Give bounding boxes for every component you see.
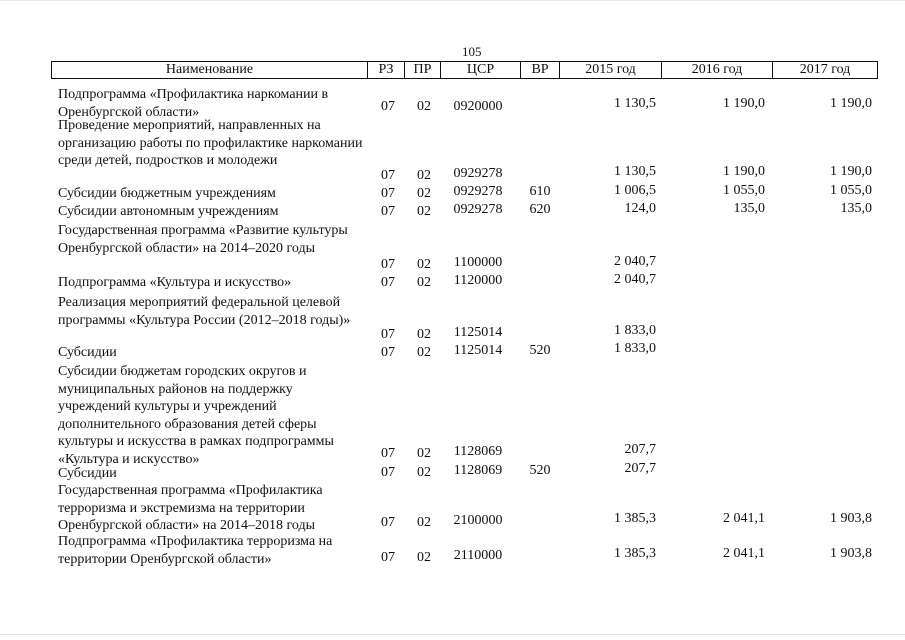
row-2015: 207,7 [624, 442, 656, 457]
header-2017: 2017 год [772, 61, 878, 79]
row-name: Проведение мероприятий, направленных на организацию работы по профилактике наркомании среди детей, подростков и молодежи [58, 118, 363, 168]
row-name: Субсидии бюджетам городских округов и муниципальных районов на поддержку учреждений культуры и учреждений дополнительного образования детей сферы культуры и искусства в рамках подпрограммы «Культура и искусство» [58, 364, 334, 467]
row-rz: 07 [381, 446, 395, 461]
row-2017: 135,0 [840, 201, 872, 216]
row-pr: 02 [417, 446, 431, 461]
row-vr: 620 [529, 202, 551, 217]
row-pr: 02 [417, 515, 431, 530]
row-name: Субсидии автономным учреждениям [58, 204, 279, 219]
page-number: 105 [462, 44, 482, 59]
row-2015: 1 006,5 [614, 183, 656, 198]
row-vr: 520 [529, 463, 551, 478]
row-pr: 02 [417, 465, 431, 480]
row-pr: 02 [417, 204, 431, 219]
row-2017: 1 190,0 [830, 96, 872, 111]
row-2015: 1 385,3 [614, 546, 656, 561]
row-name: Субсидии [58, 466, 117, 481]
header-2015: 2015 год [559, 61, 662, 79]
row-2015: 124,0 [624, 201, 656, 216]
row-csr: 1125014 [453, 325, 503, 340]
row-rz: 07 [381, 275, 395, 290]
row-rz: 07 [381, 186, 395, 201]
row-2015: 207,7 [624, 461, 656, 476]
row-pr: 02 [417, 257, 431, 272]
row-rz: 07 [381, 327, 395, 342]
row-2016: 135,0 [733, 201, 765, 216]
row-csr: 1100000 [453, 255, 503, 270]
row-rz: 07 [381, 345, 395, 360]
row-2015: 1 833,0 [614, 341, 656, 356]
row-name: Субсидии бюджетным учреждениям [58, 186, 276, 201]
row-pr: 02 [417, 550, 431, 565]
header-vr: ВР [520, 61, 560, 79]
row-name: Подпрограмма «Культура и искусство» [58, 275, 292, 290]
row-csr: 0929278 [453, 202, 503, 217]
row-csr: 1128069 [453, 463, 503, 478]
row-2016: 2 041,1 [723, 546, 765, 561]
row-rz: 07 [381, 257, 395, 272]
row-rz: 07 [381, 99, 395, 114]
header-pr: ПР [404, 61, 441, 79]
row-csr: 0929278 [453, 166, 503, 181]
row-rz: 07 [381, 204, 395, 219]
row-name: Реализация мероприятий федеральной целевой программы «Культура России (2012–2018 годы)» [58, 295, 351, 328]
row-csr: 1125014 [453, 343, 503, 358]
header-rz: РЗ [367, 61, 405, 79]
row-pr: 02 [417, 275, 431, 290]
row-rz: 07 [381, 465, 395, 480]
row-2016: 1 190,0 [723, 164, 765, 179]
row-pr: 02 [417, 168, 431, 183]
scan-mark-bottom [0, 634, 905, 635]
row-2016: 1 055,0 [723, 183, 765, 198]
row-2015: 1 385,3 [614, 511, 656, 526]
header-csr: ЦСР [440, 61, 521, 79]
row-2017: 1 190,0 [830, 164, 872, 179]
row-csr: 0920000 [453, 99, 503, 114]
row-2015: 2 040,7 [614, 254, 656, 269]
row-csr: 0929278 [453, 184, 503, 199]
header-2016: 2016 год [661, 61, 773, 79]
row-vr: 520 [529, 343, 551, 358]
row-2015: 1 130,5 [614, 96, 656, 111]
header-name: Наименование [51, 61, 368, 79]
row-2016: 1 190,0 [723, 96, 765, 111]
row-2017: 1 055,0 [830, 183, 872, 198]
row-rz: 07 [381, 168, 395, 183]
row-pr: 02 [417, 327, 431, 342]
row-2015: 2 040,7 [614, 272, 656, 287]
row-name: Подпрограмма «Профилактика наркомании в Оренбургской области» [58, 87, 329, 120]
row-name: Подпрограмма «Профилактика терроризма на территории Оренбургской области» [58, 534, 333, 567]
row-csr: 2100000 [453, 513, 503, 528]
row-2015: 1 130,5 [614, 164, 656, 179]
row-name: Государственная программа «Профилактика терроризма и экстремизма на территории Оренбургской области» на 2014–2018 годы [58, 483, 323, 533]
row-rz: 07 [381, 515, 395, 530]
scan-mark-top [0, 0, 905, 1]
row-name: Государственная программа «Развитие культуры Оренбургской области» на 2014–2020 годы [58, 223, 348, 256]
row-pr: 02 [417, 99, 431, 114]
row-pr: 02 [417, 345, 431, 360]
row-vr: 610 [529, 184, 551, 199]
row-2017: 1 903,8 [830, 546, 872, 561]
row-name: Субсидии [58, 345, 117, 360]
row-2017: 1 903,8 [830, 511, 872, 526]
row-2015: 1 833,0 [614, 323, 656, 338]
row-rz: 07 [381, 550, 395, 565]
row-pr: 02 [417, 186, 431, 201]
row-csr: 1120000 [453, 273, 503, 288]
row-2016: 2 041,1 [723, 511, 765, 526]
row-csr: 1128069 [453, 444, 503, 459]
row-csr: 2110000 [453, 548, 503, 563]
